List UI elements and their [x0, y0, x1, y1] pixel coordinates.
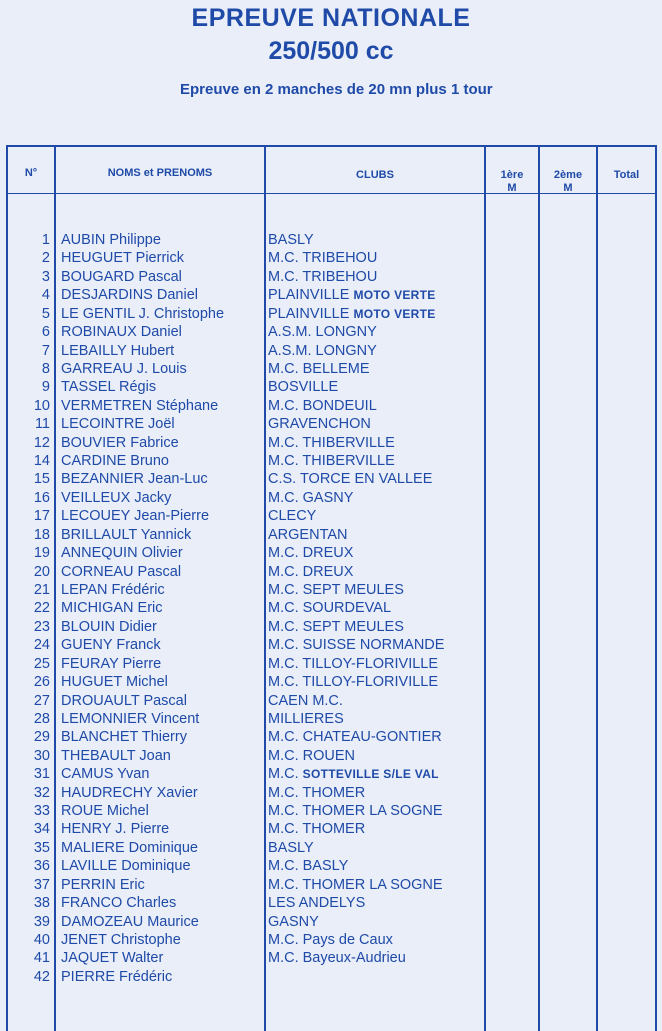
club-name — [268, 470, 432, 488]
club-main: M.C. THOMER — [268, 784, 366, 801]
club-name — [268, 857, 348, 875]
club-name — [268, 378, 338, 396]
entry-number: 8 — [41, 360, 50, 377]
club-name — [268, 692, 343, 710]
rider-name: THEBAULT Joan — [61, 747, 171, 764]
rider-name: HEUGUET Pierrick — [61, 250, 184, 267]
club-name — [268, 397, 377, 415]
table-rule — [655, 147, 657, 1031]
rider-name: JENET Christophe — [61, 931, 181, 948]
club-name — [268, 563, 353, 581]
rider-name: BOUGARD Pascal — [61, 268, 182, 285]
entry-number: 31 — [33, 766, 50, 783]
rider-name: CARDINE Bruno — [61, 453, 169, 470]
entry-number: 12 — [33, 434, 50, 451]
table-rule — [6, 147, 8, 1031]
rider-name: DAMOZEAU Maurice — [61, 913, 199, 930]
club-main: M.C. THOMER — [268, 821, 366, 838]
club-name — [268, 839, 314, 857]
rider-name: BOUVIER Fabrice — [61, 434, 179, 451]
entry-number: 28 — [33, 710, 50, 727]
club-main: M.C. TILLOY-FLORIVILLE — [268, 674, 439, 691]
entry-number: 15 — [33, 471, 50, 488]
rider-name: VERMETREN Stéphane — [61, 397, 219, 414]
first-round-abbrev: M — [507, 182, 517, 194]
column-header-names: NOMS et PRENOMS — [107, 167, 213, 179]
rider-name: FEURAY Pierre — [61, 655, 162, 672]
rider-name: BRILLAULT Yannick — [61, 526, 192, 543]
club-suffix: MOTO VERTE — [353, 288, 436, 303]
club-main: M.C. Pays de Caux — [268, 931, 393, 948]
rider-name: DESJARDINS Daniel — [61, 287, 198, 304]
rider-name: HUGUET Michel — [61, 674, 168, 691]
club-main: M.C. SEPT MEULES — [268, 618, 404, 635]
first-round-label: 1ère — [500, 169, 524, 181]
rider-name: HAUDRECHY Xavier — [61, 784, 198, 801]
rider-name: FRANCO Charles — [61, 895, 177, 912]
entry-number: 18 — [33, 526, 50, 543]
club-name — [268, 784, 365, 802]
entry-number: 41 — [33, 950, 50, 967]
entry-number: 19 — [33, 545, 50, 562]
second-round-label: 2ème — [553, 169, 583, 181]
rider-name: LEMONNIER Vincent — [61, 710, 200, 727]
rider-name: CORNEAU Pascal — [61, 563, 182, 580]
club-suffix: MOTO VERTE — [353, 306, 436, 321]
club-main: M.C. SUISSE NORMANDE — [268, 637, 445, 654]
club-main: CLECY — [268, 508, 317, 525]
rider-name: BLOUIN Didier — [61, 618, 157, 635]
club-main: M.C. DREUX — [268, 545, 354, 562]
entry-number: 27 — [33, 692, 50, 709]
rider-name: GARREAU J. Louis — [61, 360, 187, 377]
entry-number: 1 — [41, 232, 50, 248]
table-rule — [596, 147, 598, 1031]
entry-number: 7 — [41, 342, 50, 359]
entry-number: 23 — [33, 618, 50, 635]
club-main: GRAVENCHON — [268, 416, 371, 433]
table-rule — [264, 147, 266, 1031]
club-name — [268, 581, 404, 599]
entry-number: 10 — [33, 397, 50, 414]
club-main: GASNY — [268, 913, 319, 930]
table-rule — [538, 147, 540, 1031]
entry-number: 21 — [33, 581, 50, 598]
club-name — [268, 765, 439, 783]
rider-name: LEPAN Frédéric — [61, 581, 165, 598]
club-main: M.C. SEPT MEULES — [268, 581, 404, 598]
entry-number: 30 — [33, 747, 50, 764]
entry-number: 34 — [33, 821, 50, 838]
club-name — [268, 268, 377, 286]
club-name — [268, 820, 365, 838]
club-main: M.C. Bayeux-Audrieu — [268, 950, 406, 967]
club-name — [268, 931, 393, 949]
club-main: BASLY — [268, 232, 314, 248]
club-name — [268, 876, 443, 894]
club-main: A.S.M. LONGNY — [268, 324, 377, 341]
club-name — [268, 894, 365, 912]
entry-number: 6 — [41, 324, 50, 341]
entry-number: 20 — [33, 563, 50, 580]
club-name — [268, 342, 377, 360]
entry-number: 29 — [33, 729, 50, 746]
rider-name: MICHIGAN Eric — [61, 600, 163, 617]
club-name — [268, 434, 395, 452]
club-main: LES ANDELYS — [268, 895, 366, 912]
rider-name: LECOUEY Jean-Pierre — [61, 508, 210, 525]
entry-number: 36 — [33, 858, 50, 875]
club-main: C.S. TORCE EN VALLEE — [268, 471, 433, 488]
club-name — [268, 249, 377, 267]
rider-name: VEILLEUX Jacky — [61, 489, 172, 506]
club-name — [268, 618, 404, 636]
club-name — [268, 802, 443, 820]
club-name — [268, 599, 391, 617]
column-header-total: Total — [613, 169, 640, 181]
club-name — [268, 231, 314, 249]
rider-name: LAVILLE Dominique — [61, 858, 191, 875]
club-main: PLAINVILLE — [268, 287, 350, 304]
rider-name: CAMUS Yvan — [61, 766, 150, 783]
club-main: M.C. TRIBEHOU — [268, 250, 378, 267]
rider-name: ANNEQUIN Olivier — [61, 545, 183, 562]
column-header-second-round — [540, 169, 596, 195]
rider-name: LECOINTRE Joël — [61, 416, 175, 433]
rider-name: LEBAILLY Hubert — [61, 342, 175, 359]
rider-name: MALIERE Dominique — [61, 839, 198, 856]
column-header-first-round — [486, 169, 538, 195]
entry-number: 17 — [33, 508, 50, 525]
entry-number: 5 — [41, 305, 50, 322]
club-main: MILLIERES — [268, 710, 344, 727]
club-main: M.C. TRIBEHOU — [268, 268, 378, 285]
entry-number: 16 — [33, 489, 50, 506]
club-name — [268, 323, 377, 341]
club-name — [268, 673, 438, 691]
entry-table — [6, 145, 657, 1031]
entry-number: 25 — [33, 655, 50, 672]
club-main: M.C. GASNY — [268, 489, 354, 506]
club-main: BOSVILLE — [268, 379, 339, 396]
rider-name: JAQUET Walter — [61, 950, 164, 967]
entry-number: 26 — [33, 674, 50, 691]
club-name — [268, 526, 348, 544]
club-name — [268, 710, 344, 728]
club-main: M.C. THOMER LA SOGNE — [268, 876, 443, 893]
club-main: M.C. DREUX — [268, 563, 354, 580]
club-name — [268, 949, 406, 967]
entry-number: 32 — [33, 784, 50, 801]
rider-name: HENRY J. Pierre — [61, 821, 170, 838]
club-name — [268, 747, 355, 765]
rider-name: ROBINAUX Daniel — [61, 324, 182, 341]
rider-name: AUBIN Philippe — [61, 232, 161, 248]
club-main: M.C. BELLEME — [268, 360, 370, 377]
club-name — [268, 415, 371, 433]
club-main: CAEN M.C. — [268, 692, 343, 709]
rider-name: LE GENTIL J. Christophe — [61, 305, 225, 322]
table-rule — [484, 147, 486, 1031]
entry-number: 3 — [41, 268, 50, 285]
entry-number: 9 — [41, 379, 50, 396]
page-subtitle: Epreuve en 2 manches de 20 mn plus 1 tour — [180, 81, 493, 98]
club-main: M.C. BONDEUIL — [268, 397, 377, 414]
club-name — [268, 489, 353, 507]
rider-name: PERRIN Eric — [61, 876, 145, 893]
club-main: M.C. BASLY — [268, 858, 349, 875]
second-round-abbrev: M — [563, 182, 573, 194]
club-name — [268, 305, 436, 323]
entry-number: 2 — [41, 250, 50, 267]
club-main: M.C. SOURDEVAL — [268, 600, 392, 617]
club-main: ARGENTAN — [268, 526, 348, 543]
page-class-title: 250/500 cc — [268, 37, 394, 65]
rider-name: GUENY Franck — [61, 637, 161, 654]
entry-number: 37 — [33, 876, 50, 893]
club-name — [268, 636, 444, 654]
entry-number: 24 — [33, 637, 50, 654]
rider-name: ROUE Michel — [61, 803, 149, 820]
entry-number: 11 — [34, 416, 50, 433]
club-name — [268, 286, 436, 304]
club-main: M.C. CHATEAU-GONTIER — [268, 729, 442, 746]
entry-number: 42 — [33, 968, 50, 985]
table-rule — [54, 147, 56, 1031]
club-main: M.C. THIBERVILLE — [268, 453, 395, 470]
club-suffix: SOTTEVILLE S/LE VAL — [302, 767, 439, 782]
rider-name: BEZANNIER Jean-Luc — [61, 471, 208, 488]
club-name — [268, 913, 319, 931]
entry-number: 35 — [33, 839, 50, 856]
entry-number: 39 — [33, 913, 50, 930]
entry-number: 38 — [33, 895, 50, 912]
club-main: M.C. TILLOY-FLORIVILLE — [268, 655, 439, 672]
column-header-number: N° — [24, 167, 38, 179]
club-main: M.C. — [268, 766, 299, 783]
club-name — [268, 728, 442, 746]
club-main: M.C. THOMER LA SOGNE — [268, 803, 443, 820]
rider-name: BLANCHET Thierry — [61, 729, 187, 746]
entry-number: 22 — [33, 600, 50, 617]
entry-number: 33 — [33, 803, 50, 820]
rider-name: DROUAULT Pascal — [61, 692, 187, 709]
entry-number: 14 — [33, 453, 50, 470]
club-name — [268, 544, 353, 562]
club-main: M.C. THIBERVILLE — [268, 434, 395, 451]
rider-name: TASSEL Régis — [61, 379, 157, 396]
club-name — [268, 655, 438, 673]
rider-name: PIERRE Frédéric — [61, 968, 173, 985]
club-name — [268, 452, 395, 470]
club-main: BASLY — [268, 839, 314, 856]
column-header-clubs: CLUBS — [356, 169, 394, 181]
entry-number: 40 — [33, 931, 50, 948]
club-main: M.C. ROUEN — [268, 747, 355, 764]
club-main: PLAINVILLE — [268, 305, 350, 322]
club-name — [268, 507, 316, 525]
entry-number: 4 — [41, 287, 50, 304]
club-name — [268, 360, 370, 378]
page-title: EPREUVE NATIONALE — [191, 4, 471, 32]
club-main: A.S.M. LONGNY — [268, 342, 377, 359]
